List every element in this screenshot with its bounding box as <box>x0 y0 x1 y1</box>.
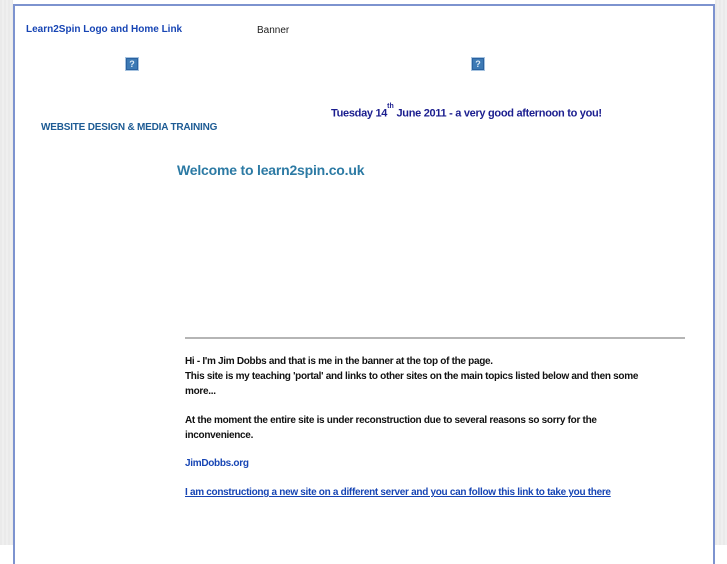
banner-image-alt-text: Banner <box>257 25 290 36</box>
question-mark-glyph: ? <box>129 58 135 69</box>
site-tagline: WEBSITE DESIGN & MEDIA TRAINING <box>41 122 218 133</box>
broken-image-icon[interactable] <box>471 57 485 71</box>
intro-line: more... <box>185 386 216 397</box>
status-line: inconvenience. <box>185 430 254 441</box>
intro-line: This site is my teaching 'portal' and links to other sites on the main topics listed below and then some <box>185 371 639 382</box>
browser-background-left <box>0 0 13 545</box>
greeting-date-line <box>331 103 602 120</box>
new-site-follow-link[interactable]: I am constructiong a new site on a different server and you can follow this link to take you there <box>185 487 611 498</box>
horizontal-divider <box>185 337 685 339</box>
intro-paragraph <box>185 354 695 399</box>
date-ordinal: th <box>387 103 394 110</box>
logo-home-link[interactable]: Learn2Spin Logo and Home Link <box>26 24 183 35</box>
browser-background-right <box>715 0 727 545</box>
welcome-heading: Welcome to learn2spin.co.uk <box>177 162 365 178</box>
jimdobbs-org-link[interactable]: JimDobbs.org <box>185 458 249 469</box>
date-greeting-text: June 2011 - a very good afternoon to you! <box>393 107 602 120</box>
question-mark-glyph: ? <box>475 58 481 69</box>
status-paragraph <box>185 413 695 443</box>
date-text: Tuesday 14 <box>331 107 388 120</box>
broken-image-icon[interactable] <box>125 57 139 71</box>
content-page <box>13 4 715 564</box>
intro-line: Hi - I'm Jim Dobbs and that is me in the banner at the top of the page. <box>185 356 493 367</box>
status-line: At the moment the entire site is under reconstruction due to several reasons so sorry for the <box>185 415 597 426</box>
